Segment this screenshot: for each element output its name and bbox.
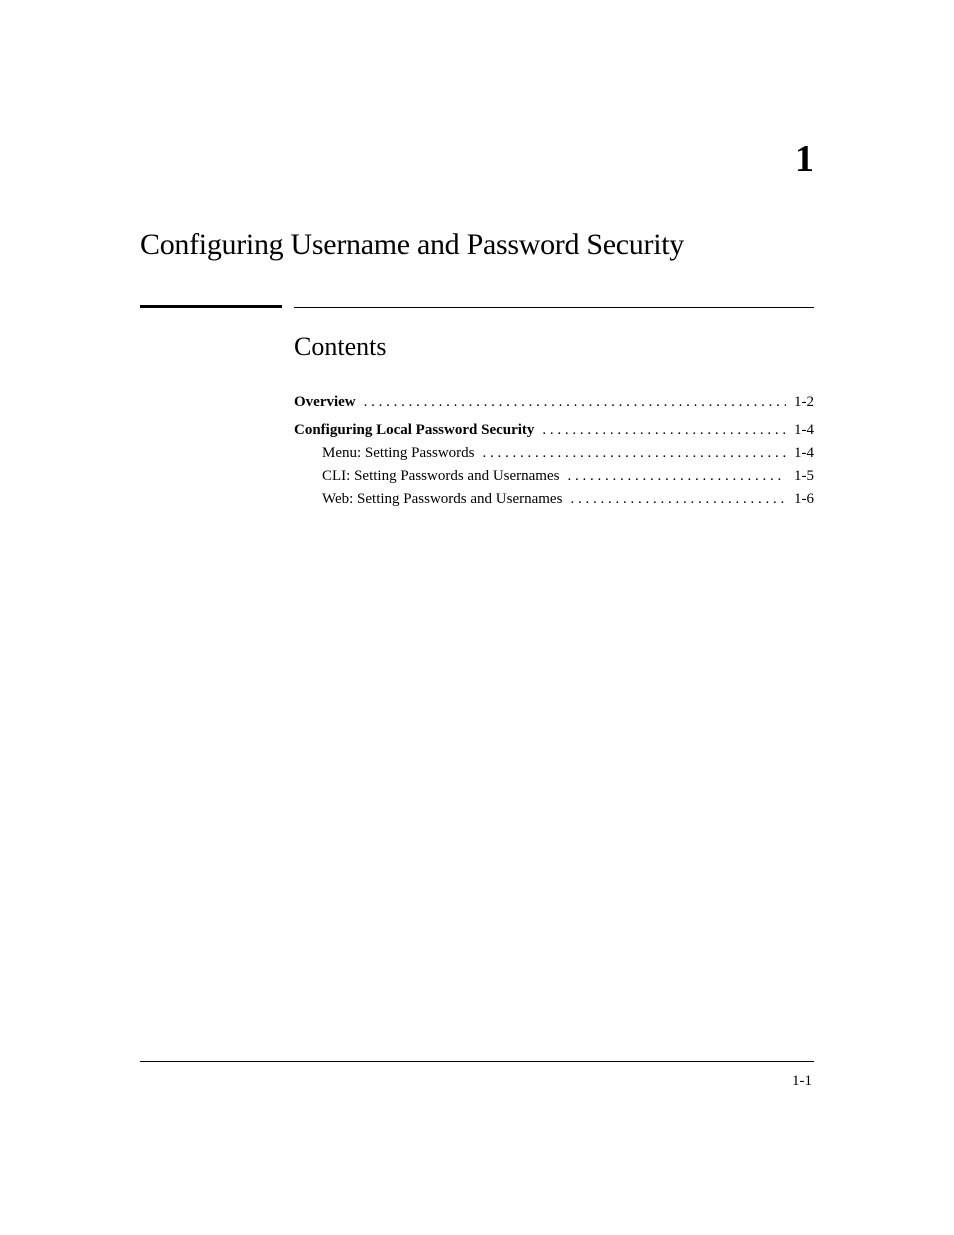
toc-entry-label: Overview: [294, 394, 356, 410]
toc-leader-dots: [570, 490, 786, 508]
contents-heading: Contents: [294, 332, 387, 361]
toc-entry-menu-setting-passwords[interactable]: [294, 444, 814, 462]
toc-entry-page: 1-2: [794, 394, 814, 410]
chapter-title: Configuring Username and Password Security: [140, 228, 684, 261]
footer-rule: [140, 1061, 814, 1062]
chapter-number: 1: [795, 138, 814, 180]
toc-entry-label: Configuring Local Password Security: [294, 422, 535, 438]
toc-entry-configuring-local-password-security[interactable]: [294, 421, 814, 439]
toc-entry-cli-setting-passwords[interactable]: [294, 467, 814, 485]
chapter-rule-thin: [294, 307, 814, 308]
toc-entry-label: CLI: Setting Passwords and Usernames: [322, 468, 560, 484]
toc-entry-label: Menu: Setting Passwords: [322, 445, 475, 461]
toc-leader-dots: [567, 467, 786, 485]
toc-entry-web-setting-passwords[interactable]: [294, 490, 814, 508]
toc-entry-page: 1-5: [794, 468, 814, 484]
page-number: 1-1: [792, 1073, 812, 1089]
toc-leader-dots: [542, 421, 786, 439]
toc-entry-page: 1-4: [794, 422, 814, 438]
table-of-contents: [294, 393, 814, 513]
toc-entry-overview[interactable]: [294, 393, 814, 411]
toc-leader-dots: [483, 444, 786, 462]
toc-leader-dots: [364, 393, 786, 411]
toc-entry-page: 1-6: [794, 491, 814, 507]
toc-entry-page: 1-4: [794, 445, 814, 461]
toc-entry-label: Web: Setting Passwords and Usernames: [322, 491, 563, 507]
chapter-rule-thick: [140, 305, 282, 308]
